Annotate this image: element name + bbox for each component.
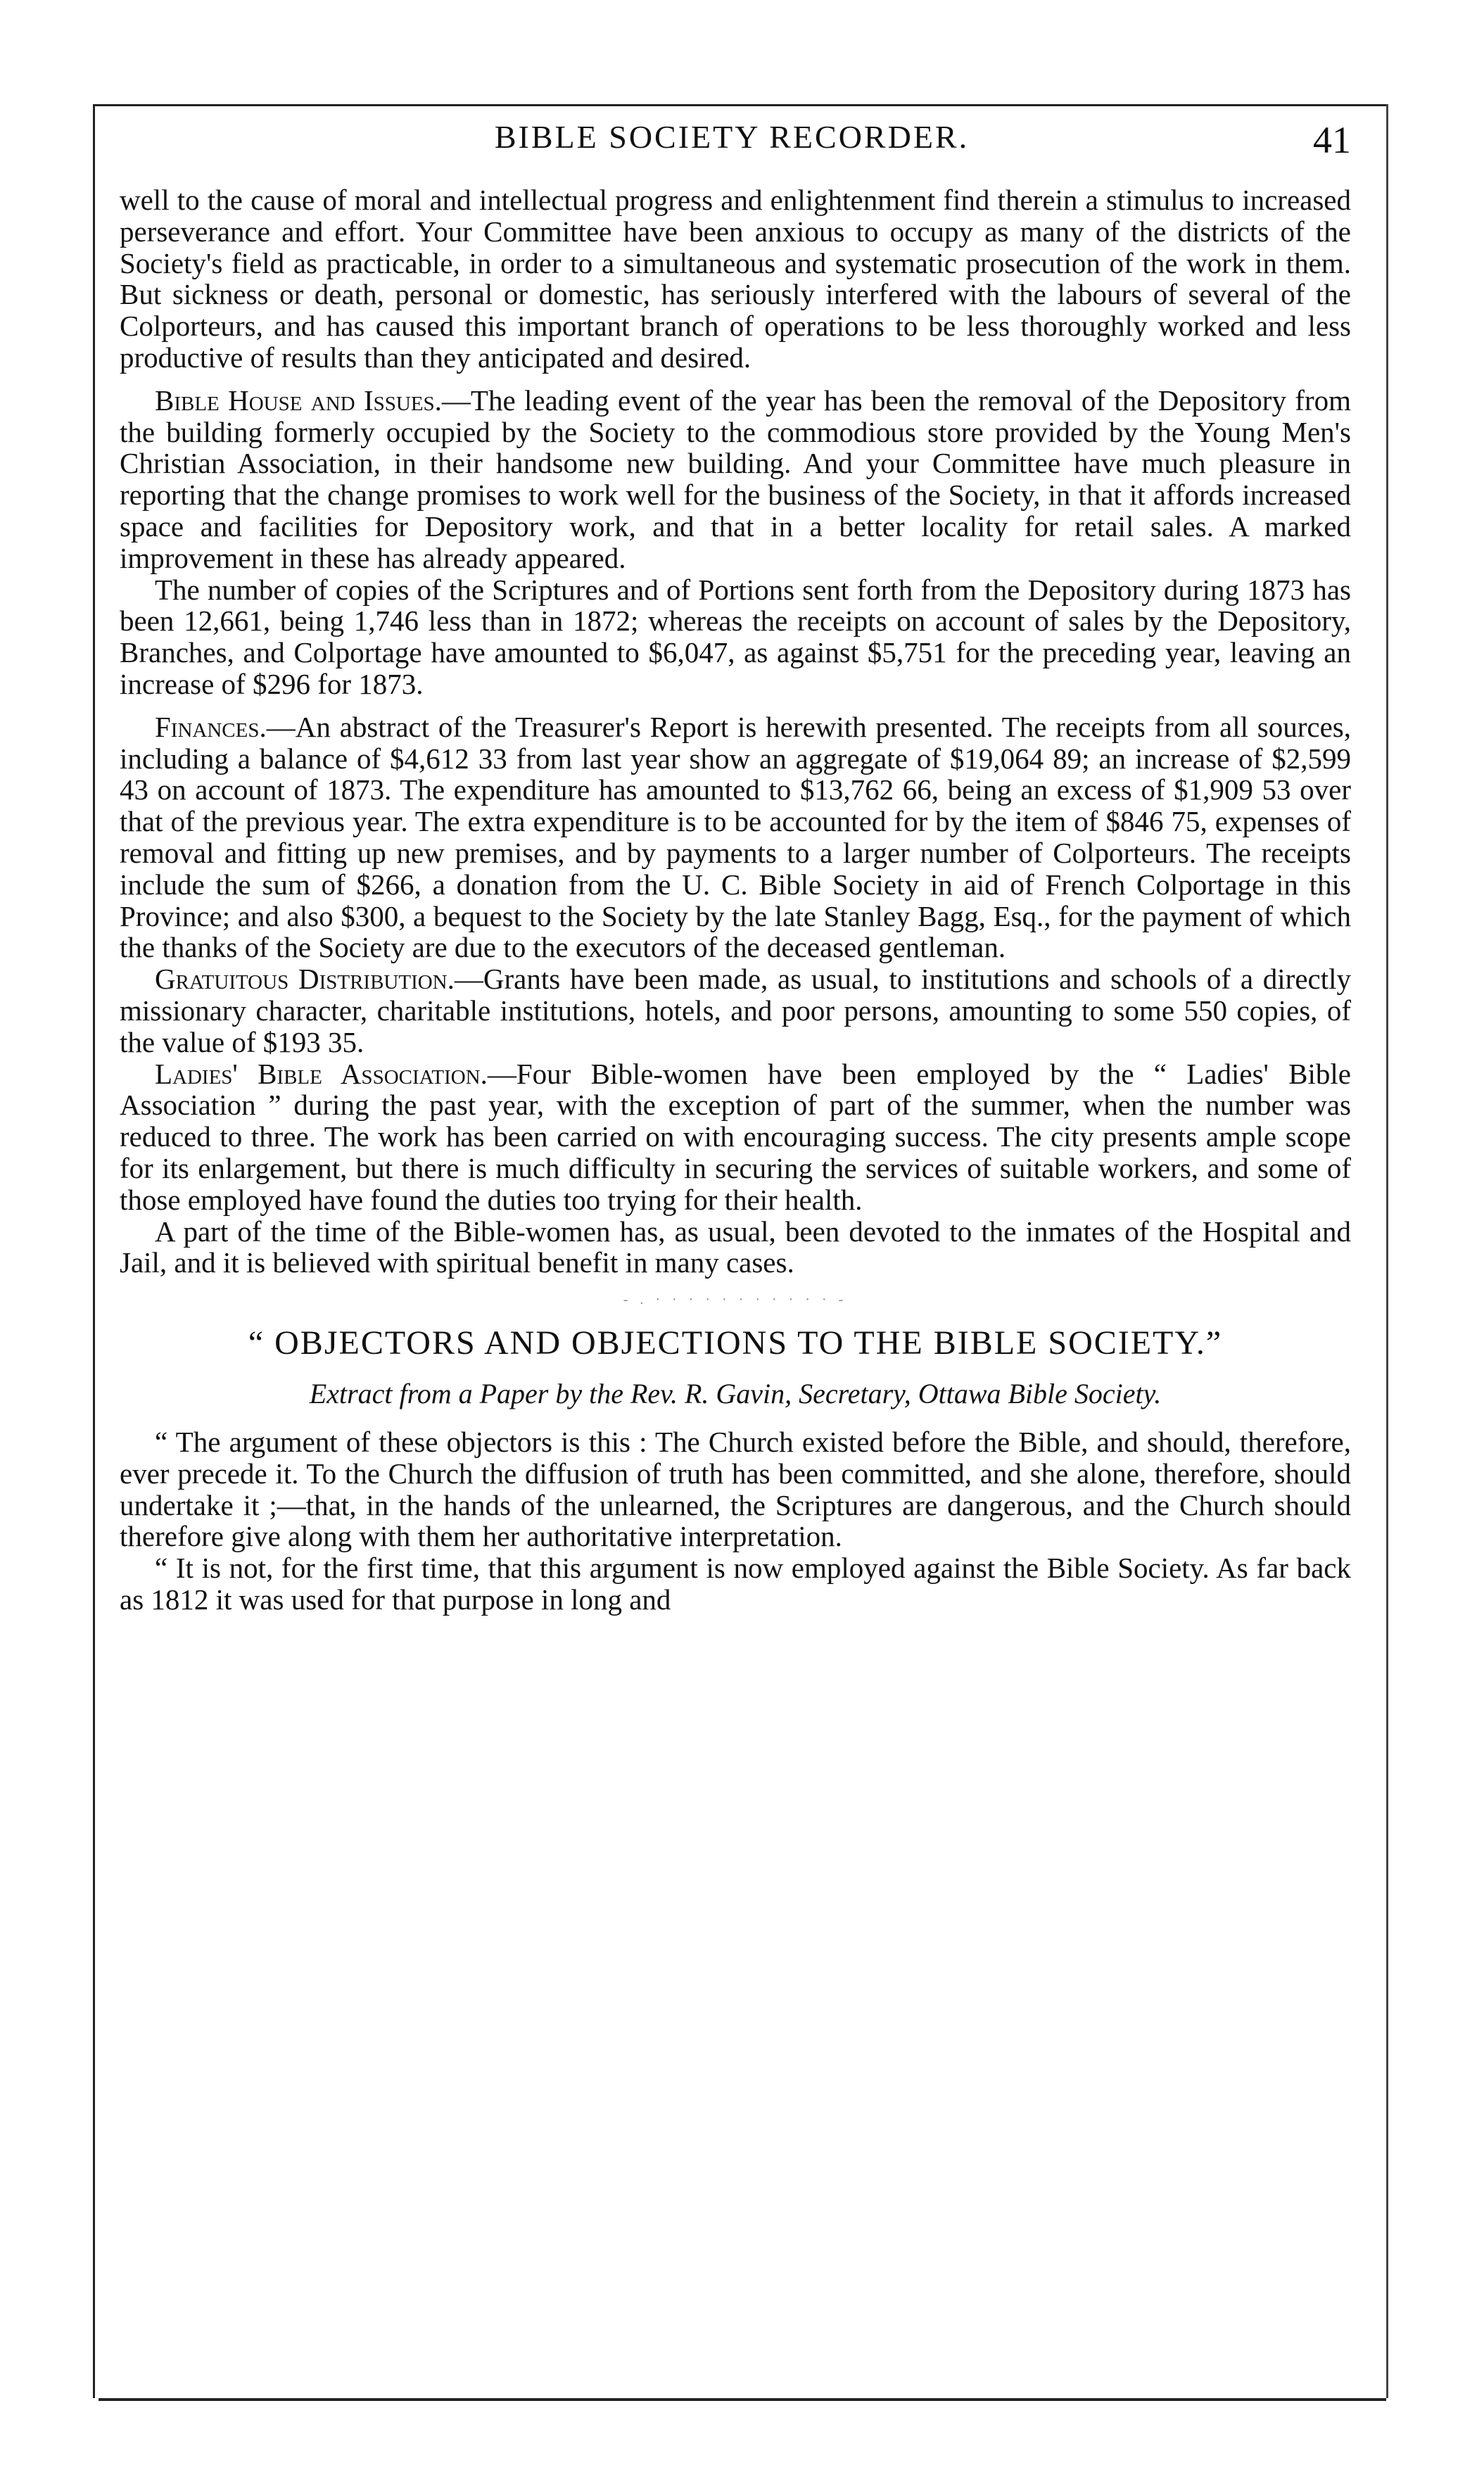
gratuitous-section	[120, 963, 1351, 1058]
bible-house-heading: Bible House and Issues.	[155, 384, 442, 417]
bible-house-section	[120, 385, 1351, 574]
section-separator: - . · · · · · · · · · · · -	[623, 1292, 848, 1308]
finances-heading: Finances.	[155, 710, 267, 743]
article-paragraph-1: “ The argument of these objectors is this : The Church existed before the Bible, and should, therefore, ever precede it. To the Church the diffusion of truth has been committed, and she alone, therefore, should undertake it ;—that, in the hands of the unlearned, the Scriptures are dangerous, and the Church should therefore give along with them her authoritative interpretation.	[120, 1426, 1351, 1553]
frame-bottom-rule	[99, 2398, 1386, 2401]
bible-house-text: —The leading event of the year has been the removal of the Depository from the building formerly occupied by the Society to the commodious store provided by the Young Men's Christian Association, in their handsome new building. And your Committee have much pleasure in reporting that the change promises to work well for the business of the Society, in that it affords increased space and facilities for Depository work, and that in a better locality for retail sales. A marked improvement in these has already appeared.	[120, 384, 1351, 574]
ladies-heading: Ladies' Bible Association.	[155, 1057, 488, 1090]
page-number: 41	[1313, 119, 1351, 161]
article-title: “ OBJECTORS AND OBJECTIONS TO THE BIBLE SOCIETY.”	[248, 1324, 1223, 1362]
finances-section	[120, 711, 1351, 963]
article-paragraph-2: “ It is not, for the first time, that this argument is now employed against the Bible Society. As far back as 1812 it was used for that purpose in long and	[120, 1552, 1351, 1616]
page-header	[113, 118, 1351, 167]
bible-women-paragraph: A part of the time of the Bible-women has, as usual, been devoted to the inmates of the Hospital and Jail, and it is believed with spiritual benefit in many cases.	[120, 1215, 1351, 1279]
frame-right-rule	[1386, 104, 1388, 2398]
finances-text: —An abstract of the Treasurer's Report is herewith presented. The receipts from all sources, including a balance of $4,612 33 from last year show an aggregate of $19,064 89; an increase of $2,599 43 on account of 1873. The expenditure has amounted to $13,762 66, being an excess of $1,909 53 over that of the previous year. The extra expenditure is to be accounted for by the item of $846 75, expenses of removal and fitting up new premises, and by payments to a larger number of Colporteurs. The receipts include the sum of $266, a donation from the U. C. Bible Society in aid of French Colportage in this Province; and also $300, a bequest to the Society by the late Stanley Bagg, Esq., for the payment of which the thanks of the Society are due to the executors of the deceased gentleman.	[120, 710, 1351, 964]
article-subtitle: Extract from a Paper by the Rev. R. Gavin, Secretary, Ottawa Bible Society.	[309, 1378, 1162, 1410]
frame-top-rule	[93, 104, 1388, 106]
gratuitous-text: —Grants have been made, as usual, to institutions and schools of a directly missionary character, charitable institutions, hotels, and poor persons, amounting to some 550 copies, of the value of $193 35.	[120, 963, 1351, 1058]
page-body	[120, 184, 1351, 1616]
issues-paragraph: The number of copies of the Scriptures and of Portions sent forth from the Depository during 1873 has been 12,661, being 1,746 less than in 1872; whereas the receipts on account of sales by the Depository, Branches, and Colportage have amounted to $6,047, as against $5,751 for the preceding year, leaving an increase of $296 for 1873.	[120, 573, 1351, 700]
ladies-section	[120, 1058, 1351, 1216]
gratuitous-heading: Gratuitous Distribution.	[155, 963, 455, 996]
running-title: BIBLE SOCIETY RECORDER.	[494, 119, 970, 155]
ladies-text: —Four Bible-women have been employed by the “ Ladies' Bible Association ” during the past year, with the exception of part of the summer, when the number was reduced to three. The work has been carried on with encouraging success. The city presents ample scope for its enlargement, but there is much difficulty in securing the services of suitable workers, and some of those employed have found the duties too trying for their health.	[120, 1057, 1352, 1216]
frame-left-rule	[93, 104, 95, 2398]
continuation-paragraph: well to the cause of moral and intellectual progress and enlightenment find therein a stimulus to increased perseverance and effort. Your Committee have been anxious to occupy as many of the districts of the Society's field as practicable, in order to a simultaneous and systematic prosecution of the work in them. But sickness or death, personal or domestic, has seriously interfered with the labours of several of the Colporteurs, and has caused this important branch of operations to be less thoroughly worked and less productive of results than they anticipated and desired.	[120, 184, 1351, 374]
